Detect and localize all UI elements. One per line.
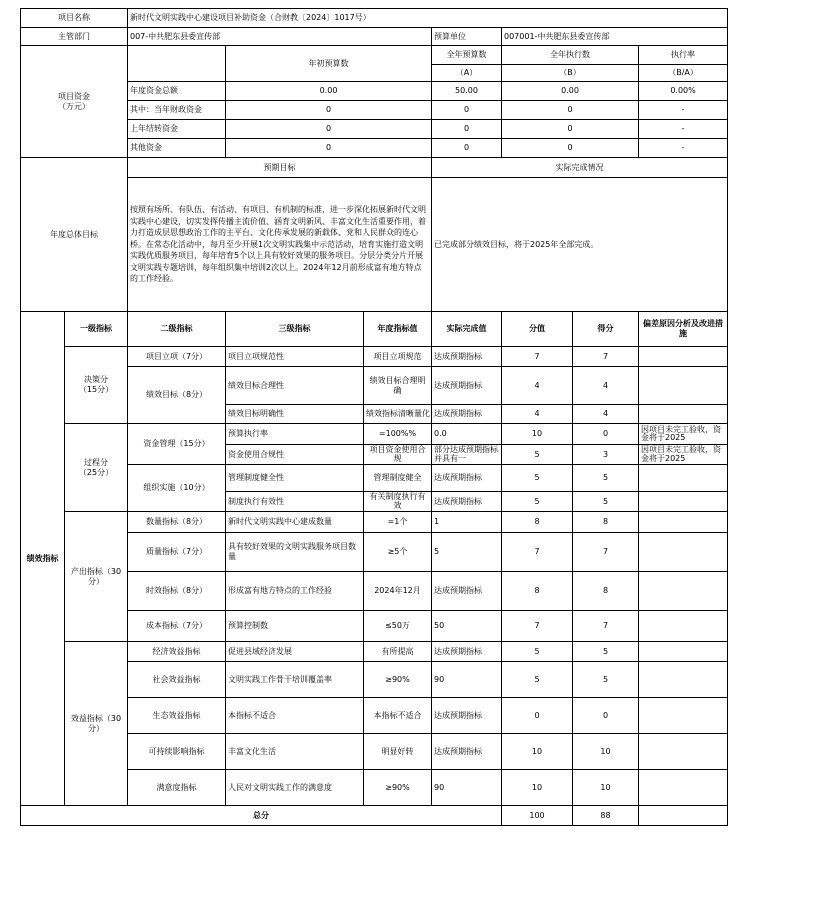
indicator-score: 0 (502, 698, 573, 734)
funds-row-budget: 0 (432, 120, 502, 139)
indicator-target: 绩效目标合理明确 (364, 367, 432, 405)
indicator-reason (639, 533, 728, 572)
indicator-score: 5 (502, 445, 573, 465)
goals-actual-text: 已完成部分绩效目标，将于2025年全部完成。 (432, 178, 728, 312)
unit-label: 预算单位 (432, 28, 502, 46)
indicator-target: ≥5个 (364, 533, 432, 572)
indicator-level2: 资金管理（15分） (128, 424, 226, 465)
funds-header-blank (128, 46, 226, 82)
indicator-level3: 新时代文明实践中心建成数量 (226, 512, 364, 533)
indicator-target: ≤50万 (364, 611, 432, 642)
funds-header-rate: 执行率 (639, 46, 728, 65)
indicator-target: 有所提高 (364, 642, 432, 662)
indicator-got: 5 (573, 642, 639, 662)
indicator-score: 5 (502, 662, 573, 698)
indicator-got: 8 (573, 512, 639, 533)
funds-row-rate: - (639, 139, 728, 158)
indicator-level3: 文明实践工作骨干培训覆盖率 (226, 662, 364, 698)
dept-label: 主管部门 (21, 28, 128, 46)
indicator-level3: 具有较好效果的文明实践服务项目数量 (226, 533, 364, 572)
indicator-level2: 绩效目标（8分） (128, 367, 226, 424)
indicator-level3: 预算控制数 (226, 611, 364, 642)
funds-row-initial: 0 (226, 120, 432, 139)
funds-row-rate: - (639, 101, 728, 120)
indicator-got: 0 (573, 424, 639, 445)
evaluation-table (20, 8, 728, 826)
indicator-actual: 90 (432, 662, 502, 698)
indicator-actual: 达成预期指标 (432, 698, 502, 734)
indicator-score: 8 (502, 572, 573, 611)
unit-value: 007001-中共肥东县委宣传部 (502, 28, 728, 46)
funds-code-a: （A） (432, 65, 502, 82)
indicator-level3: 项目立项规范性 (226, 347, 364, 367)
indicator-level3: 人民对文明实践工作的满意度 (226, 770, 364, 806)
indicator-target: 明显好转 (364, 734, 432, 770)
indicator-reason (639, 734, 728, 770)
indicator-level2: 经济效益指标 (128, 642, 226, 662)
indicator-score: 10 (502, 770, 573, 806)
indicator-got: 4 (573, 405, 639, 424)
indicator-level1: 产出指标（30 分） (65, 512, 128, 642)
indicator-reason (639, 465, 728, 492)
dept-value: 007-中共肥东县委宣传部 (128, 28, 432, 46)
indicator-score: 4 (502, 405, 573, 424)
indicator-level2: 数量指标（8分） (128, 512, 226, 533)
header-level2: 二级指标 (128, 312, 226, 347)
indicator-level1: 决策分 （15分） (65, 347, 128, 424)
indicator-score: 10 (502, 424, 573, 445)
goals-actual-header: 实际完成情况 (432, 158, 728, 178)
indicator-target: =1个 (364, 512, 432, 533)
indicator-got: 3 (573, 445, 639, 465)
indicator-actual: 达成预期指标 (432, 572, 502, 611)
indicator-level2: 可持续影响指标 (128, 734, 226, 770)
header-target: 年度指标值 (364, 312, 432, 347)
funds-row-budget: 50.00 (432, 82, 502, 101)
indicator-actual: 达成预期指标 (432, 465, 502, 492)
indicator-level3: 丰富文化生活 (226, 734, 364, 770)
indicator-got: 7 (573, 611, 639, 642)
indicator-score: 8 (502, 512, 573, 533)
indicator-level3: 制度执行有效性 (226, 492, 364, 512)
funds-row-name: 其中：当年财政资金 (128, 101, 226, 120)
goals-expected-header: 预期目标 (128, 158, 432, 178)
indicator-reason (639, 770, 728, 806)
funds-row-name: 上年结转资金 (128, 120, 226, 139)
indicator-score: 7 (502, 533, 573, 572)
indicator-reason (639, 642, 728, 662)
goals-expected-text: 按照有场所、有队伍、有活动、有项目、有机制的标准，进一步深化拓展新时代文明实践中心建设，切实发挥传播主流价值、涵育文明新风、丰富文化生活重要作用，着力打造成层思想政治工作的主平台、文化传承发展的新载体、党和人民群众的连心桥。在常态化活动中，每月至少开展1次文明实践集中示范活动，培育实施打造文明实践优质服务项目，每年培育5个以上具有较好效果的服务项目。分层分类分片开展文明实践专题培训，每年组织集中培训2次以上。2024年12月前形成富有地方特点的工作经验。 (128, 178, 432, 312)
indicator-target: 项目资金使用合规 (364, 445, 432, 465)
indicator-level2: 满意度指标 (128, 770, 226, 806)
funds-header-budget: 全年预算数 (432, 46, 502, 65)
indicator-got: 8 (573, 572, 639, 611)
indicator-level1: 效益指标（30 分） (65, 642, 128, 806)
header-got: 得分 (573, 312, 639, 347)
indicator-level3: 预算执行率 (226, 424, 364, 445)
funds-row-name: 其他资金 (128, 139, 226, 158)
funds-row-initial: 0.00 (226, 82, 432, 101)
funds-row-exec: 0 (502, 139, 639, 158)
funds-row-exec: 0 (502, 101, 639, 120)
funds-code-b: （B） (502, 65, 639, 82)
indicator-score: 5 (502, 465, 573, 492)
project-name-value: 新时代文明实践中心建设项目补助资金（合财教〔2024〕1017号） (128, 9, 728, 28)
indicator-level3: 促进县域经济发展 (226, 642, 364, 662)
indicator-level2: 社会效益指标 (128, 662, 226, 698)
indicator-reason (639, 698, 728, 734)
indicator-got: 10 (573, 734, 639, 770)
indicator-actual: 部分达成预期指标并具有一 (432, 445, 502, 465)
header-actual: 实际完成值 (432, 312, 502, 347)
funds-row-initial: 0 (226, 101, 432, 120)
indicator-level2: 项目立项（7分） (128, 347, 226, 367)
funds-row-rate: 0.00% (639, 82, 728, 101)
indicator-score: 5 (502, 492, 573, 512)
funds-code-ba: （B/A） (639, 65, 728, 82)
indicator-target: 本指标不适合 (364, 698, 432, 734)
indicator-actual: 达成预期指标 (432, 405, 502, 424)
indicator-got: 7 (573, 533, 639, 572)
indicator-got: 7 (573, 347, 639, 367)
indicator-target: ≥90% (364, 662, 432, 698)
header-score: 分值 (502, 312, 573, 347)
indicator-reason (639, 512, 728, 533)
indicator-actual: 达成预期指标 (432, 347, 502, 367)
indicator-got: 0 (573, 698, 639, 734)
total-reason-blank (639, 806, 728, 826)
header-reason: 偏差原因分析及改进措施 (639, 312, 728, 347)
indicator-target: 项目立项规范 (364, 347, 432, 367)
indicator-level3: 管理制度健全性 (226, 465, 364, 492)
funds-header-initial: 年初预算数 (226, 46, 432, 82)
indicator-level2: 成本指标（7分） (128, 611, 226, 642)
header-level3: 三级指标 (226, 312, 364, 347)
project-name-label: 项目名称 (21, 9, 128, 28)
indicator-score: 7 (502, 347, 573, 367)
indicator-got: 5 (573, 465, 639, 492)
performance-evaluation-sheet (20, 8, 727, 826)
indicator-reason (639, 347, 728, 367)
total-got: 88 (573, 806, 639, 826)
funds-row-budget: 0 (432, 101, 502, 120)
indicator-reason (639, 611, 728, 642)
indicator-score: 7 (502, 611, 573, 642)
indicator-target: 2024年12月 (364, 572, 432, 611)
indicator-level3: 形成富有地方特点的工作经验 (226, 572, 364, 611)
indicator-reason: 因项目未完工验收，资金将于2025 (639, 445, 728, 465)
indicator-level3: 绩效目标合理性 (226, 367, 364, 405)
indicator-actual: 5 (432, 533, 502, 572)
indicator-got: 5 (573, 492, 639, 512)
funds-row-exec: 0.00 (502, 82, 639, 101)
indicator-level2: 时效指标（8分） (128, 572, 226, 611)
indicator-actual: 达成预期指标 (432, 367, 502, 405)
indicator-target: 绩效指标清晰量化 (364, 405, 432, 424)
funds-label: 项目资金 （万元） (21, 46, 128, 158)
indicator-level2: 质量指标（7分） (128, 533, 226, 572)
funds-row-name: 年度资金总额 (128, 82, 226, 101)
goals-label: 年度总体目标 (21, 158, 128, 312)
indicator-level2: 组织实施（10分） (128, 465, 226, 512)
header-level1: 一级指标 (65, 312, 128, 347)
indicator-score: 10 (502, 734, 573, 770)
indicator-actual: 达成预期指标 (432, 492, 502, 512)
indicator-target: ≥90% (364, 770, 432, 806)
indicator-reason (639, 572, 728, 611)
indicator-level3: 本指标不适合 (226, 698, 364, 734)
funds-row-budget: 0 (432, 139, 502, 158)
indicator-level3: 资金使用合规性 (226, 445, 364, 465)
indicator-score: 4 (502, 367, 573, 405)
funds-row-rate: - (639, 120, 728, 139)
indicator-target: =100%% (364, 424, 432, 445)
indicator-target: 有关制度执行有效 (364, 492, 432, 512)
indicator-actual: 达成预期指标 (432, 642, 502, 662)
total-label: 总分 (21, 806, 502, 826)
indicator-actual: 1 (432, 512, 502, 533)
indicator-got: 4 (573, 367, 639, 405)
indicator-actual: 0.0 (432, 424, 502, 445)
funds-row-initial: 0 (226, 139, 432, 158)
funds-row-exec: 0 (502, 120, 639, 139)
funds-header-exec: 全年执行数 (502, 46, 639, 65)
indicator-actual: 50 (432, 611, 502, 642)
indicator-level3: 绩效目标明确性 (226, 405, 364, 424)
total-score: 100 (502, 806, 573, 826)
indicator-reason (639, 662, 728, 698)
indicator-actual: 达成预期指标 (432, 734, 502, 770)
indicator-target: 管理制度健全 (364, 465, 432, 492)
indicator-level2: 生态效益指标 (128, 698, 226, 734)
indicator-reason: 因项目未完工验收，资金将于2025 (639, 424, 728, 445)
indicator-got: 5 (573, 662, 639, 698)
indicator-level1: 过程分 （25分） (65, 424, 128, 512)
indicator-score: 5 (502, 642, 573, 662)
indicator-reason (639, 367, 728, 405)
indicator-reason (639, 405, 728, 424)
indicator-got: 10 (573, 770, 639, 806)
indicator-actual: 90 (432, 770, 502, 806)
indicators-section-label: 绩效指标 (21, 312, 65, 806)
indicator-reason (639, 492, 728, 512)
